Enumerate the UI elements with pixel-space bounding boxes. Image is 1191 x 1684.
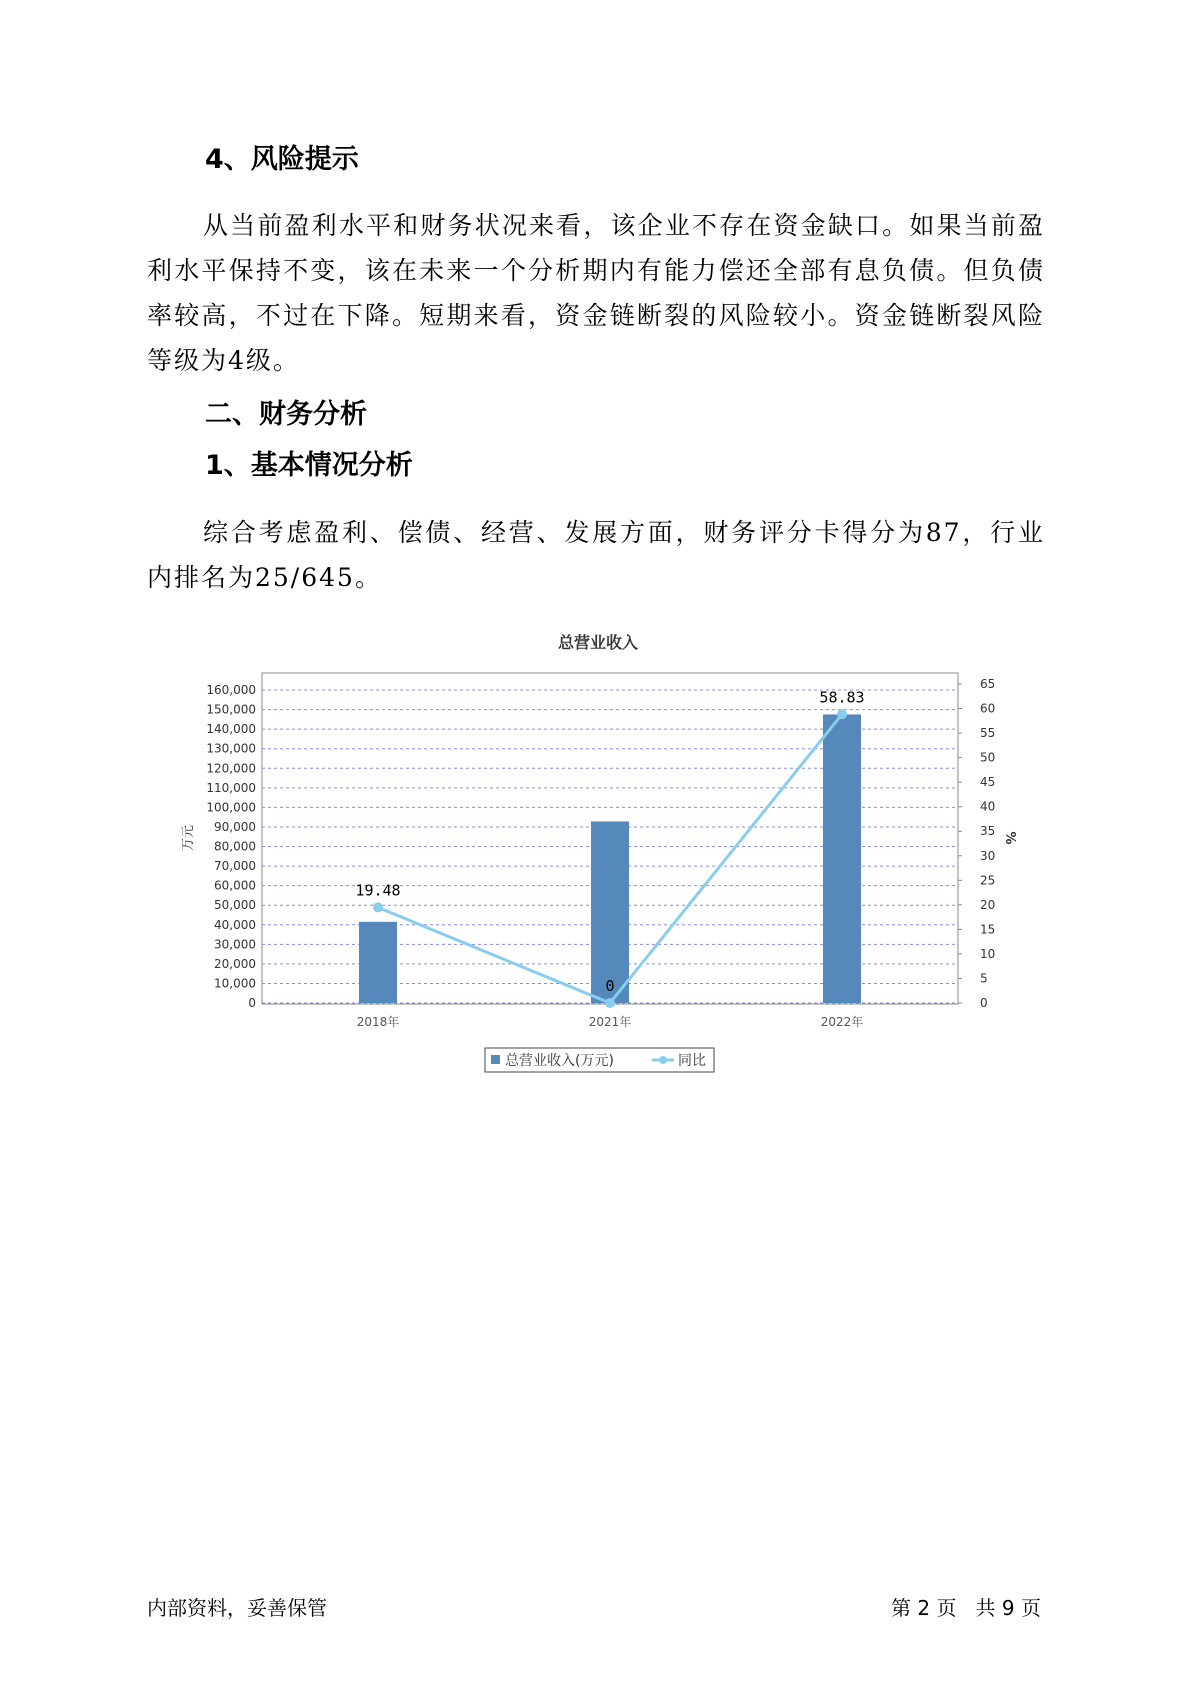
y2-tick-label: 10 [980, 946, 996, 961]
y-tick-label: 10,000 [214, 976, 256, 991]
legend [485, 1048, 714, 1072]
x-tick-label: 2022年 [820, 1015, 864, 1029]
y2-tick-label: 65 [980, 677, 996, 691]
y-tick-label: 100,000 [206, 800, 256, 815]
y-axis-label: 万元 [181, 824, 196, 852]
finance-heading: 二、财务分析 [205, 399, 367, 430]
risk-paragraph: 从当前盈利水平和财务状况来看，该企业不存在资金缺口。如果当前盈利水平保持不变，该在未来一个分析期内有能力偿还全部有息负债。但负债率较高，不过在下降。短期来看，资金链断裂的风险较小。资金链断裂风险等级为4级。 [147, 211, 1045, 375]
y-tick-label: 80,000 [214, 839, 256, 854]
y-tick-label: 120,000 [206, 761, 256, 776]
y-tick-label: 70,000 [214, 859, 256, 874]
basic-analysis-heading: 1、基本情况分析 [205, 450, 413, 481]
y-tick-label: 150,000 [206, 702, 256, 717]
legend-bar-swatch [491, 1055, 500, 1064]
y2-tick-label: 60 [980, 701, 996, 716]
y2-axis-label: % [1002, 831, 1017, 845]
legend-line-label: 同比 [678, 1053, 706, 1069]
right-axis-ticks [958, 677, 995, 1010]
y2-tick-label: 55 [980, 726, 996, 741]
y2-tick-label: 0 [980, 996, 988, 1010]
y2-tick-label: 40 [980, 799, 996, 814]
y-tick-label: 140,000 [206, 722, 256, 737]
revenue-bar [359, 922, 397, 1003]
y-tick-label: 110,000 [206, 780, 256, 795]
y2-tick-label: 25 [980, 873, 996, 888]
revenue-bar [591, 821, 629, 1003]
y-tick-label: 0 [248, 996, 256, 1010]
left-axis-ticks [206, 683, 256, 1010]
yoy-point [373, 902, 383, 912]
legend-line-marker [659, 1056, 667, 1064]
yoy-data-label: 19.48 [355, 881, 401, 900]
chart-title: 总营业收入 [557, 633, 639, 652]
y2-tick-label: 15 [980, 922, 996, 937]
yoy-data-label: 0 [605, 977, 615, 995]
y-tick-label: 30,000 [214, 937, 256, 952]
y2-tick-label: 30 [980, 848, 996, 863]
y-tick-label: 40,000 [214, 917, 256, 932]
y2-tick-label: 50 [980, 750, 996, 765]
legend-bar-label: 总营业收入(万元) [505, 1053, 614, 1069]
x-axis-ticks [357, 1014, 864, 1029]
y-tick-label: 90,000 [214, 819, 256, 834]
y-tick-label: 50,000 [214, 898, 256, 913]
y2-tick-label: 20 [980, 897, 996, 912]
y2-tick-label: 5 [980, 971, 988, 986]
yoy-data-label: 58.83 [819, 688, 865, 707]
x-tick-label: 2018年 [356, 1015, 400, 1029]
x-tick-label: 2021年 [588, 1015, 632, 1029]
footer-confidential: 内部资料，妥善保管 [147, 1596, 327, 1620]
basic-analysis-paragraph: 综合考虑盈利、偿债、经营、发展方面，财务评分卡得分为87，行业内排名为25/645。 [147, 518, 1045, 592]
y-tick-label: 60,000 [214, 878, 256, 893]
revenue-bar [823, 714, 861, 1003]
y-tick-label: 160,000 [206, 683, 256, 697]
yoy-point [605, 998, 615, 1008]
y-tick-label: 20,000 [214, 956, 256, 971]
y2-tick-label: 45 [980, 775, 996, 790]
yoy-point [837, 709, 847, 719]
y-tick-label: 130,000 [206, 741, 256, 756]
y2-tick-label: 35 [980, 824, 996, 839]
footer-page-number: 第 2 页 共 9 页 [891, 1596, 1041, 1620]
risk-heading: 4、风险提示 [205, 144, 359, 175]
